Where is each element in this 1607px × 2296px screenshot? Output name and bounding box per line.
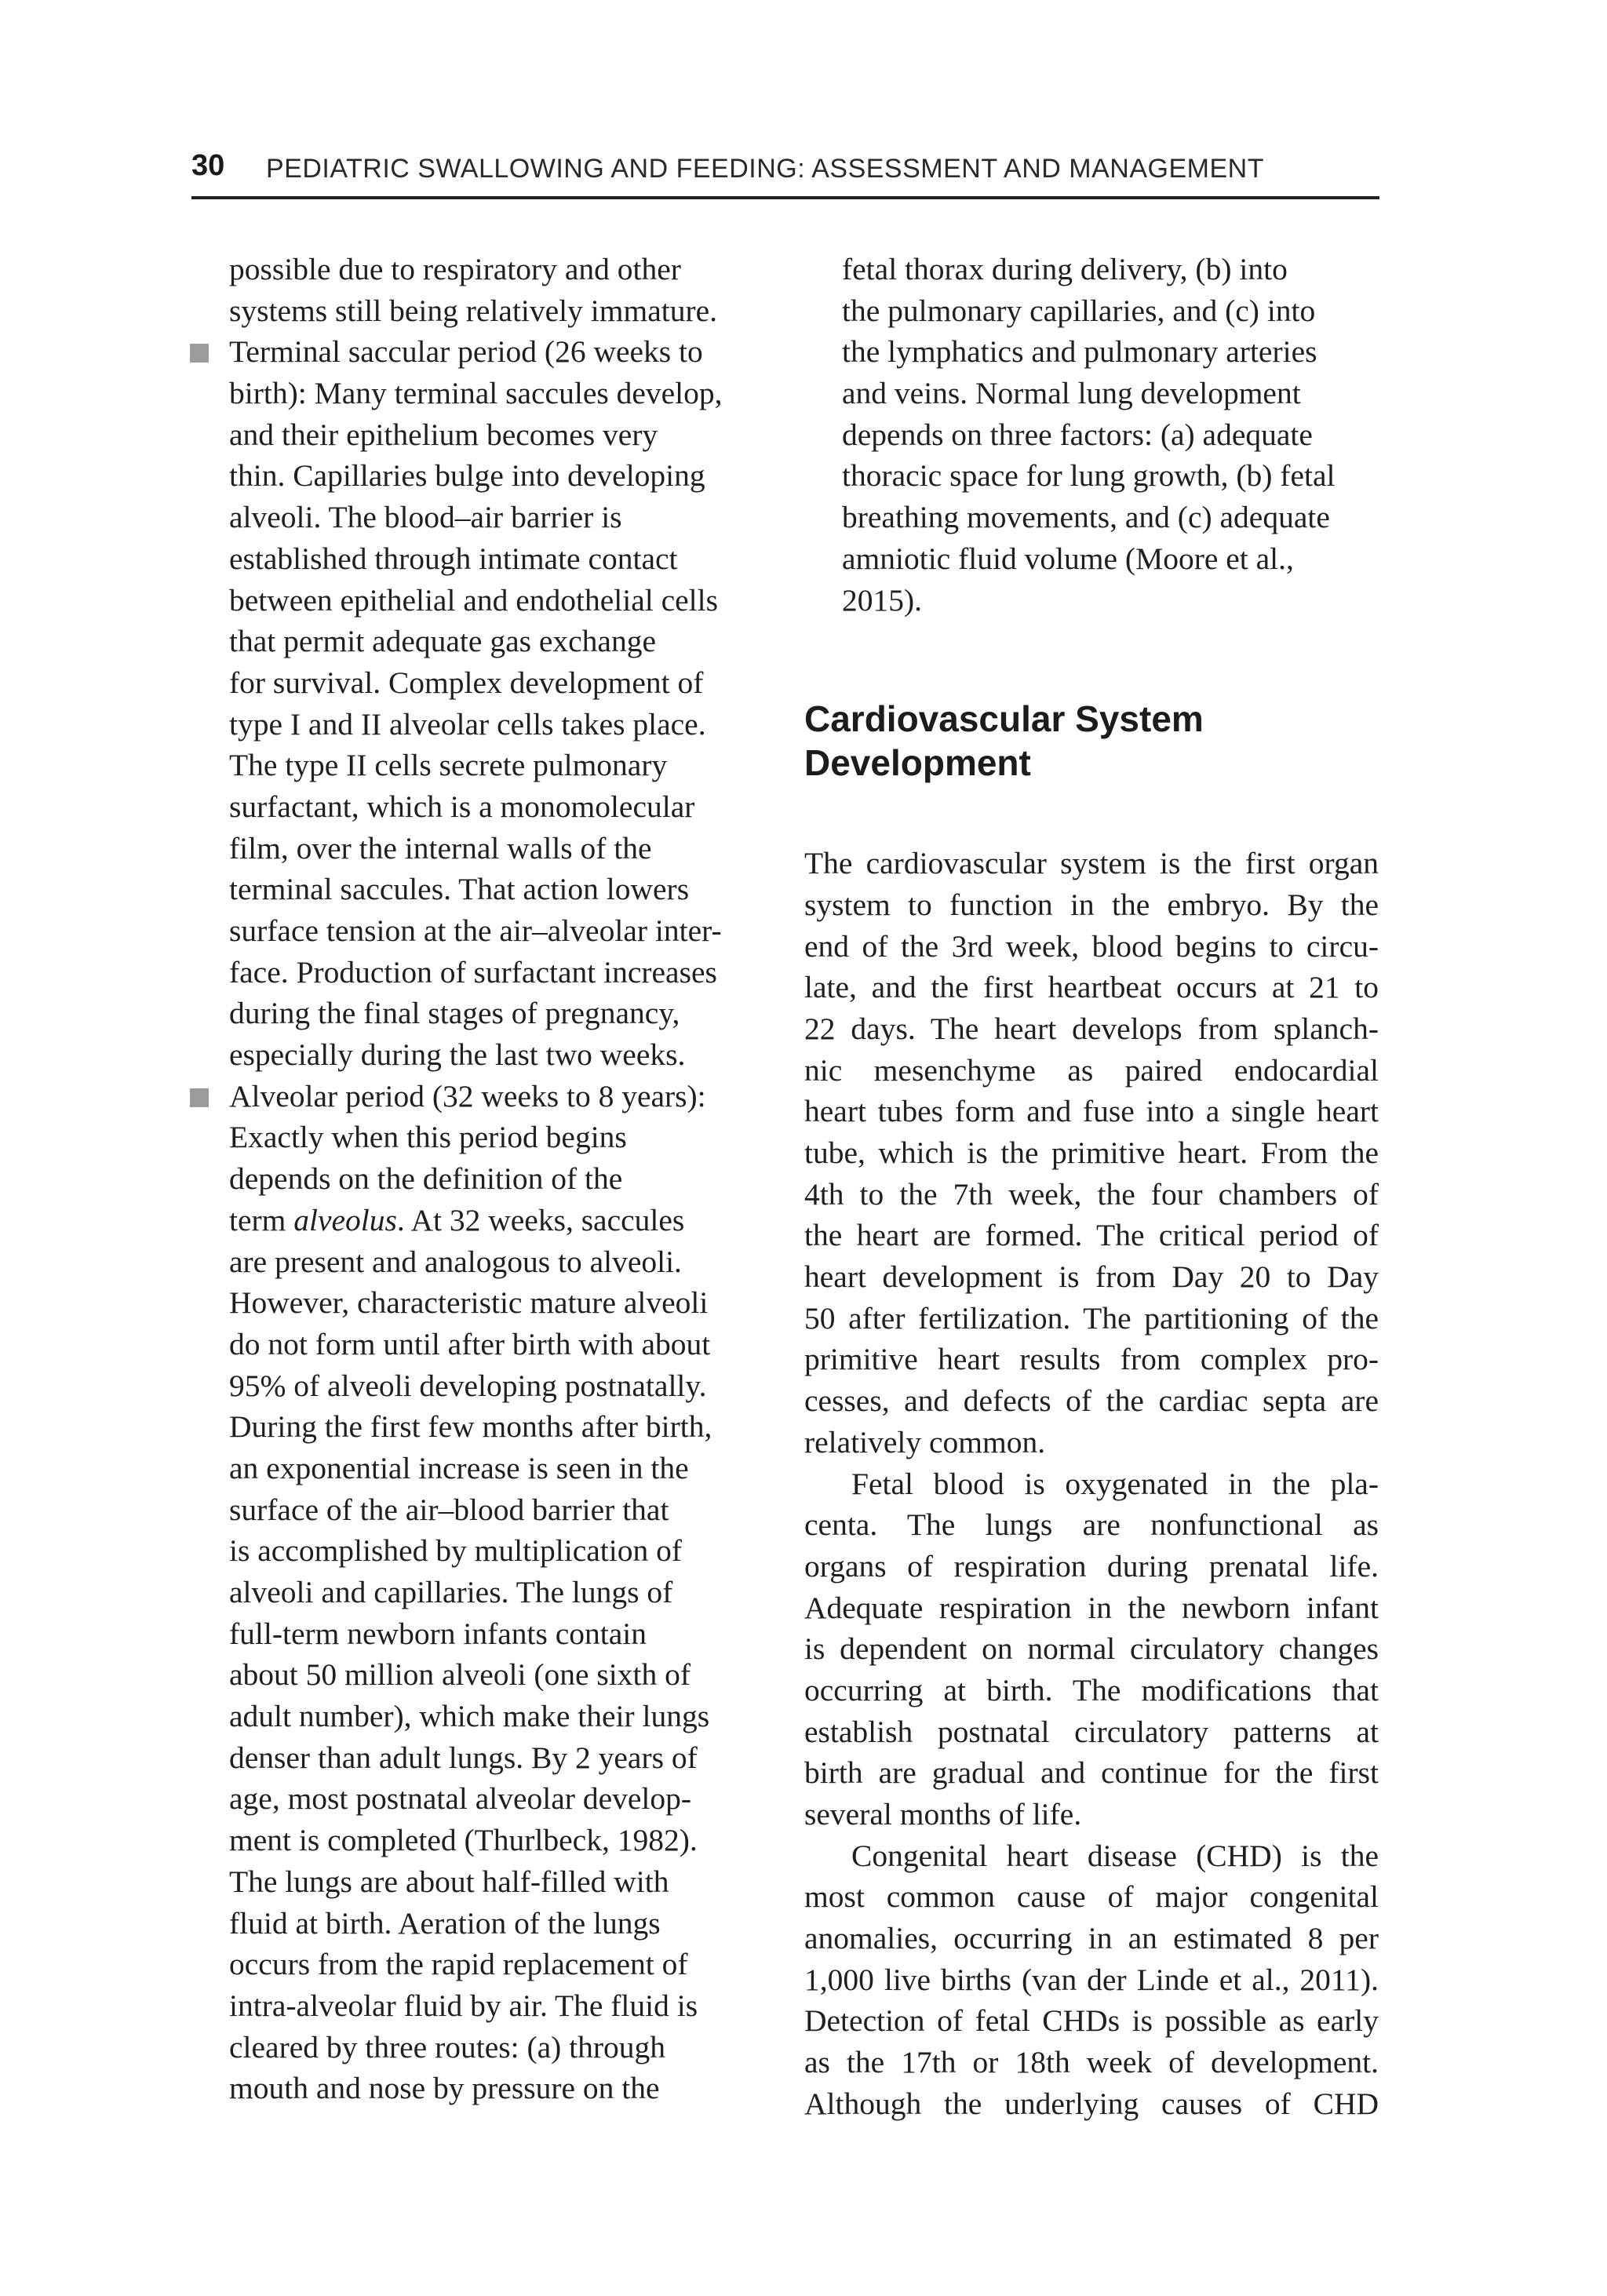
text-line: 95% of alveoli developing postnatally. [229,1368,707,1403]
text-line: Adequate respiration in the newborn infant [804,1590,1379,1625]
text-line: terminal saccules. That action lowers [229,872,690,907]
text-line: denser than adult lungs. By 2 years of [229,1740,698,1775]
text-line: intra-alveolar fluid by air. The fluid is [229,1988,698,2023]
square-bullet-icon [190,1088,209,1107]
section-heading [804,697,1379,785]
text-line: 4th to the 7th week, the four chambers of [804,1176,1379,1212]
bullet-item-alveolar [229,1076,771,1117]
text-line: ment is completed (Thurlbeck, 1982). [229,1823,698,1858]
text-line: cleared by three routes: (a) through [229,2029,666,2065]
text-line: surfactant, which is a monomolecular [229,789,695,824]
text-line: 2015). [842,582,923,618]
text-line: the pulmonary capillaries, and (c) into [842,293,1316,328]
italic-term: alveolus [293,1202,397,1237]
text-line: surface of the air–blood barrier that [229,1492,669,1527]
text-line: However, characteristic mature alveoli [229,1285,709,1321]
text-line: anomalies, occurring in an estimated 8 per [804,1921,1379,1956]
text-line: occurs from the rapid replacement of [229,1947,688,1982]
text-line: most common cause of major congenital [804,1879,1379,1915]
text-line: Although the underlying causes of CHD [804,2086,1379,2121]
text-line: that permit adequate gas exchange [229,624,656,659]
text-line: an exponential increase is seen in the [229,1450,689,1485]
text-line: The lungs are about half-filled with [229,1864,669,1899]
text-line: alveoli and capillaries. The lungs of [229,1575,673,1609]
text-line: heart tubes form and fuse into a single heart [804,1094,1379,1129]
text-line: establish postnatal circulatory patterns at [804,1714,1379,1749]
text-line: 22 days. The heart develops from splanch- [804,1011,1379,1046]
text-fragment: term [229,1202,294,1237]
text-line: nic mesenchyme as paired endocardial [804,1052,1379,1088]
text-line: as the 17th or 18th week of development. [804,2045,1379,2080]
text-line: Terminal saccular period (26 weeks to [229,334,703,370]
text-line: thoracic space for lung growth, (b) fetal [842,458,1336,494]
text-line: especially during the last two weeks. [229,1037,686,1073]
bullet-item-terminal-saccular [229,331,771,373]
text-line: Exactly when this period begins [229,1120,627,1155]
text-line: is accomplished by multiplication of [229,1533,683,1569]
text-line: type I and II alveolar cells takes place. [229,706,706,742]
text-line: 50 after fertilization. The partitioning of the [804,1300,1379,1336]
text-line: amniotic fluid volume (Moore et al., [842,541,1294,576]
text-line: several months of life. [804,1797,1082,1831]
text-line: for survival. Complex development of [229,665,704,700]
text-line-with-italic [229,1200,771,1241]
page-number: 30 [191,149,225,182]
text-line: occurring at birth. The modifications that [804,1672,1379,1707]
body-text [804,843,1379,2124]
text-line: adult number), which make their lungs [229,1699,710,1734]
text-line: about 50 million alveoli (one sixth of [229,1657,691,1693]
text-line: centa. The lungs are nonfunctional as [804,1507,1379,1543]
text-line: mouth and nose by pressure on the [229,2071,660,2106]
text-line: organs of respiration during prenatal life. [804,1548,1379,1584]
text-line: Detection of fetal CHDs is possible as early [804,2003,1379,2039]
text-line: fluid at birth. Aeration of the lungs [229,1905,661,1941]
text-line: relatively common. [804,1424,1046,1460]
text-line: and their epithelium becomes very [229,417,658,452]
text-line: Congenital heart disease (CHD) is the [851,1838,1379,1873]
text-line: cesses, and defects of the cardiac septa are [804,1383,1379,1419]
text-line: Alveolar period (32 weeks to 8 years): [229,1078,706,1113]
text-line: is dependent on normal circulatory changes [804,1631,1379,1667]
running-title: PEDIATRIC SWALLOWING AND FEEDING: ASSESSMENT AND MANAGEMENT [266,154,1264,184]
section-heading-line: Development [804,742,1031,784]
text-line: face. Production of surfactant increases [229,954,717,989]
text-line: systems still being relatively immature. [229,293,718,328]
left-column [229,249,771,2109]
continued-paragraph [804,249,1379,621]
text-line: primitive heart results from complex pro- [804,1342,1379,1377]
section-heading-line: Cardiovascular System [804,698,1204,740]
text-line: fetal thorax during delivery, (b) into [842,252,1288,286]
text-line: late, and the first heartbeat occurs at 21 to [804,970,1379,1005]
text-line: Fetal blood is oxygenated in the pla- [851,1466,1379,1501]
text-line: alveoli. The blood–air barrier is [229,500,622,535]
running-header [191,146,1379,199]
text-line: age, most postnatal alveolar develop- [229,1781,692,1817]
text-line: depends on three factors: (a) adequate [842,417,1313,452]
text-line: end of the 3rd week, blood begins to circu- [804,928,1379,964]
text-line: between epithelial and endothelial cells [229,582,718,618]
text-line: do not form until after birth with about [229,1326,711,1361]
square-bullet-icon [190,344,209,363]
text-line: surface tension at the air–alveolar inter- [229,913,722,948]
text-line: thin. Capillaries bulge into developing [229,458,705,494]
text-line: During the first few months after birth, [229,1409,712,1445]
text-fragment: . At 32 weeks, saccules [396,1202,685,1237]
text-line: 1,000 live births (van der Linde et al., 2011). [804,1962,1379,1997]
text-line: and veins. Normal lung development [842,376,1301,411]
text-line: the lymphatics and pulmonary arteries [842,334,1317,370]
text-line: the heart are formed. The critical period of [804,1218,1379,1253]
text-line: birth are gradual and continue for the first [804,1755,1379,1791]
right-column [804,249,1379,2125]
text-line: system to function in the embryo. By the [804,887,1379,922]
text-line: birth): Many terminal saccules develop, [229,376,723,411]
text-line: breathing movements, and (c) adequate [842,500,1330,535]
text-line: heart development is from Day 20 to Day [804,1259,1379,1295]
text-line: full-term newborn infants contain [229,1616,647,1651]
text-line: depends on the definition of the [229,1161,623,1197]
text-line: film, over the internal walls of the [229,830,652,866]
text-line: are present and analogous to alveoli. [229,1244,682,1279]
text-line: possible due to respiratory and other [229,252,681,286]
text-line: during the final stages of pregnancy, [229,996,680,1031]
text-line: The cardiovascular system is the first organ [804,846,1379,881]
text-line: The type II cells secrete pulmonary [229,748,668,783]
text-line: tube, which is the primitive heart. From the [804,1135,1379,1170]
text-line: established through intimate contact [229,541,678,576]
